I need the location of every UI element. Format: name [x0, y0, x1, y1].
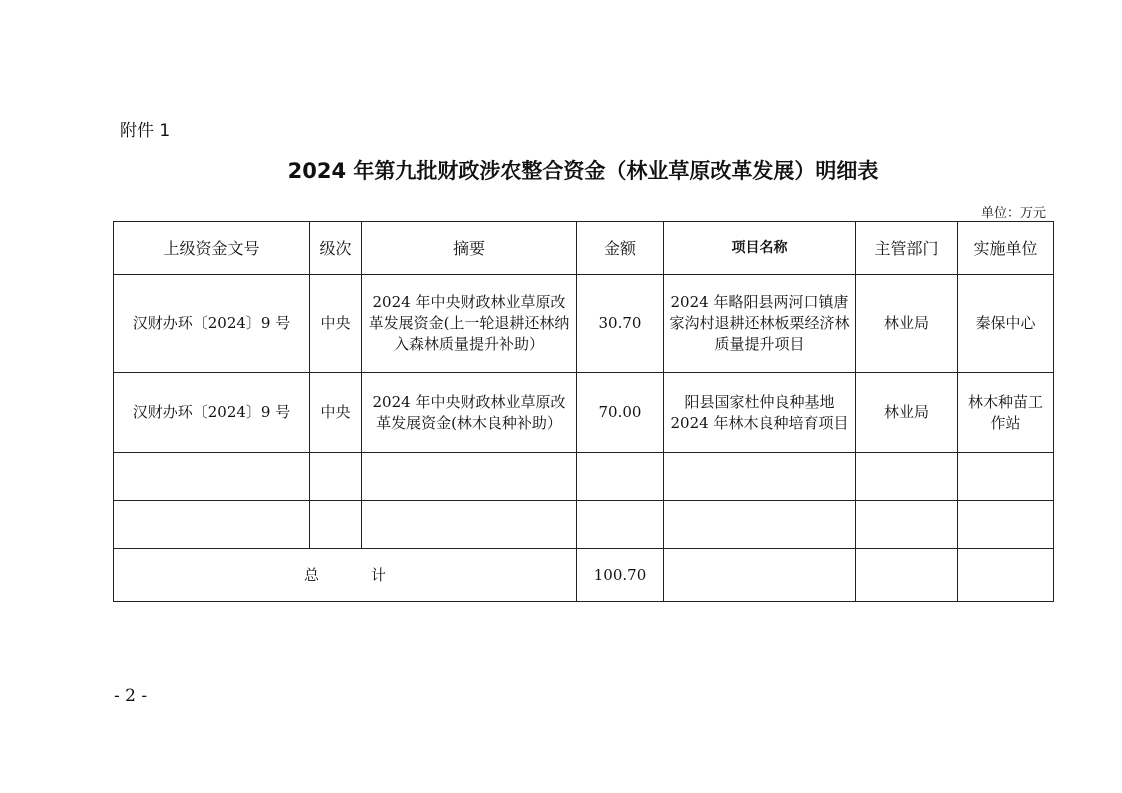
table-row — [114, 373, 1054, 453]
table-row — [114, 275, 1054, 373]
empty-cell — [958, 501, 1054, 549]
header-summary: 摘要 — [362, 222, 577, 275]
header-doc-no: 上级资金文号 — [114, 222, 310, 275]
empty-cell — [958, 453, 1054, 501]
cell-amount: 70.00 — [577, 373, 664, 453]
header-level: 级次 — [310, 222, 362, 275]
empty-cell — [114, 453, 310, 501]
cell-level: 中央 — [310, 275, 362, 373]
header-project: 项目名称 — [664, 222, 856, 275]
total-label-right: 计 — [371, 565, 387, 584]
cell-unit: 林木种苗工作站 — [958, 373, 1054, 453]
cell-summary: 2024 年中央财政林业草原改革发展资金(上一轮退耕还林纳入森林质量提升补助） — [362, 275, 577, 373]
empty-cell — [362, 501, 577, 549]
table-header-row — [114, 222, 1054, 275]
cell-department: 林业局 — [856, 275, 958, 373]
empty-cell — [310, 501, 362, 549]
header-unit: 实施单位 — [958, 222, 1054, 275]
total-amount: 100.70 — [577, 549, 664, 602]
cell-unit: 秦保中心 — [958, 275, 1054, 373]
empty-cell — [664, 453, 856, 501]
empty-row — [114, 501, 1054, 549]
cell-project: 2024 年略阳县两河口镇唐家沟村退耕还林板栗经济林质量提升项目 — [664, 275, 856, 373]
document-title: 2024 年第九批财政涉农整合资金（林业草原改革发展）明细表 — [287, 159, 879, 183]
empty-row — [114, 453, 1054, 501]
unit-label: 单位：万元 — [980, 206, 1046, 221]
detail-table — [113, 221, 1054, 602]
cell-project: 阳县国家杜仲良种基地 2024 年林木良种培育项目 — [664, 373, 856, 453]
page-number: - 2 - — [114, 686, 148, 706]
total-label — [114, 549, 577, 602]
empty-cell — [114, 501, 310, 549]
empty-cell — [577, 453, 664, 501]
cell-doc-no: 汉财办环〔2024〕9 号 — [114, 373, 310, 453]
empty-cell — [664, 549, 856, 602]
empty-cell — [310, 453, 362, 501]
cell-amount: 30.70 — [577, 275, 664, 373]
header-department: 主管部门 — [856, 222, 958, 275]
empty-cell — [664, 501, 856, 549]
empty-cell — [856, 453, 958, 501]
empty-cell — [958, 549, 1054, 602]
total-row — [114, 549, 1054, 602]
empty-cell — [856, 549, 958, 602]
empty-cell — [362, 453, 577, 501]
empty-cell — [856, 501, 958, 549]
cell-department: 林业局 — [856, 373, 958, 453]
attachment-label: 附件 1 — [120, 121, 171, 141]
header-amount: 金额 — [577, 222, 664, 275]
cell-doc-no: 汉财办环〔2024〕9 号 — [114, 275, 310, 373]
empty-cell — [577, 501, 664, 549]
total-label-left: 总 — [303, 565, 319, 584]
cell-level: 中央 — [310, 373, 362, 453]
cell-summary: 2024 年中央财政林业草原改革发展资金(林木良种补助） — [362, 373, 577, 453]
